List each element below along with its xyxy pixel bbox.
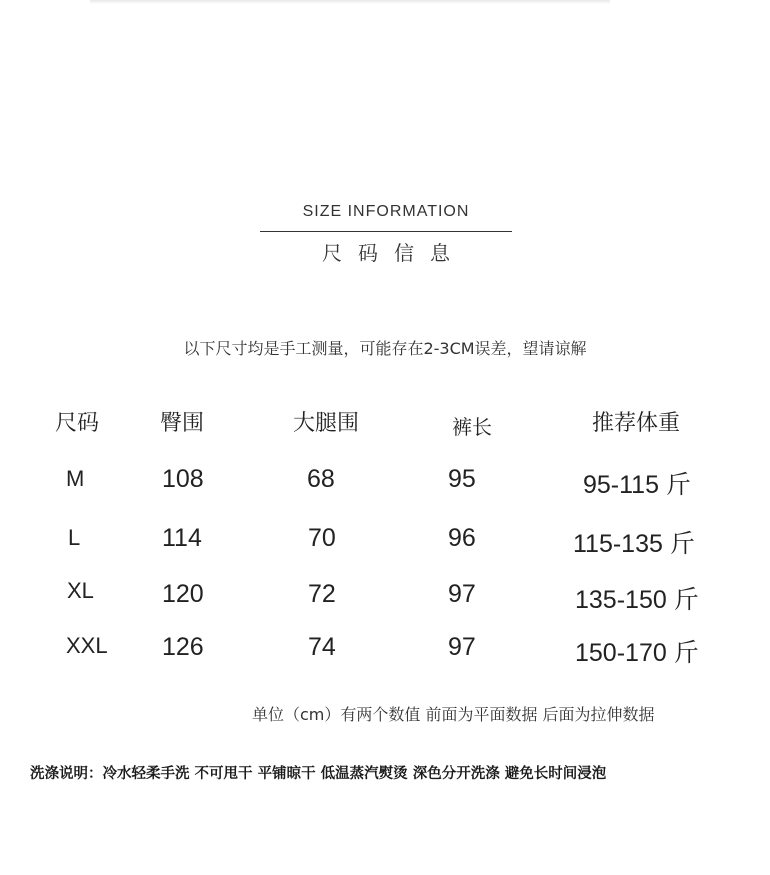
table-cell-hip: 126 [162, 633, 204, 661]
header-divider [260, 231, 512, 232]
top-edge-shadow [90, 0, 610, 4]
table-cell-length: 97 [448, 580, 476, 608]
table-cell-weight: 150-170 斤 [575, 639, 699, 667]
table-cell-hip: 114 [162, 524, 202, 552]
wash-instructions: 洗涤说明：冷水轻柔手洗 不可甩干 平铺晾干 低温蒸汽熨烫 深色分开洗涤 避免长时间浸泡 [30, 766, 607, 782]
table-cell-size: XL [67, 578, 94, 603]
column-header-hip: 臀围 [160, 411, 205, 436]
column-header-length: 裤长 [452, 415, 492, 439]
table-cell-size: L [68, 525, 81, 550]
measurement-note: 以下尺寸均是手工测量，可能存在2-3CM误差，望请谅解 [183, 339, 587, 358]
table-cell-weight: 135-150 斤 [575, 586, 699, 614]
table-cell-thigh: 70 [308, 524, 336, 552]
table-cell-size: XXL [66, 633, 108, 658]
table-cell-thigh: 72 [308, 580, 336, 608]
table-cell-thigh: 74 [308, 633, 336, 661]
table-cell-thigh: 68 [307, 465, 335, 493]
table-cell-length: 96 [448, 524, 476, 552]
table-cell-weight: 115-135 斤 [573, 530, 695, 558]
table-cell-length: 97 [448, 633, 476, 661]
table-cell-hip: 120 [162, 580, 204, 608]
table-cell-hip: 108 [162, 465, 204, 493]
column-header-weight: 推荐体重 [592, 411, 681, 436]
header-title-cn: 尺码信息 [322, 241, 466, 265]
table-cell-length: 95 [448, 465, 476, 493]
table-cell-size: M [66, 466, 85, 491]
header-title-en: SIZE INFORMATION [302, 203, 470, 220]
column-header-size: 尺码 [55, 411, 100, 436]
column-header-thigh: 大腿围 [293, 411, 360, 436]
unit-note: 单位（cm）有两个数值 前面为平面数据 后面为拉伸数据 [252, 705, 655, 724]
size-info-header [260, 200, 512, 266]
table-cell-weight: 95-115 斤 [583, 471, 691, 499]
